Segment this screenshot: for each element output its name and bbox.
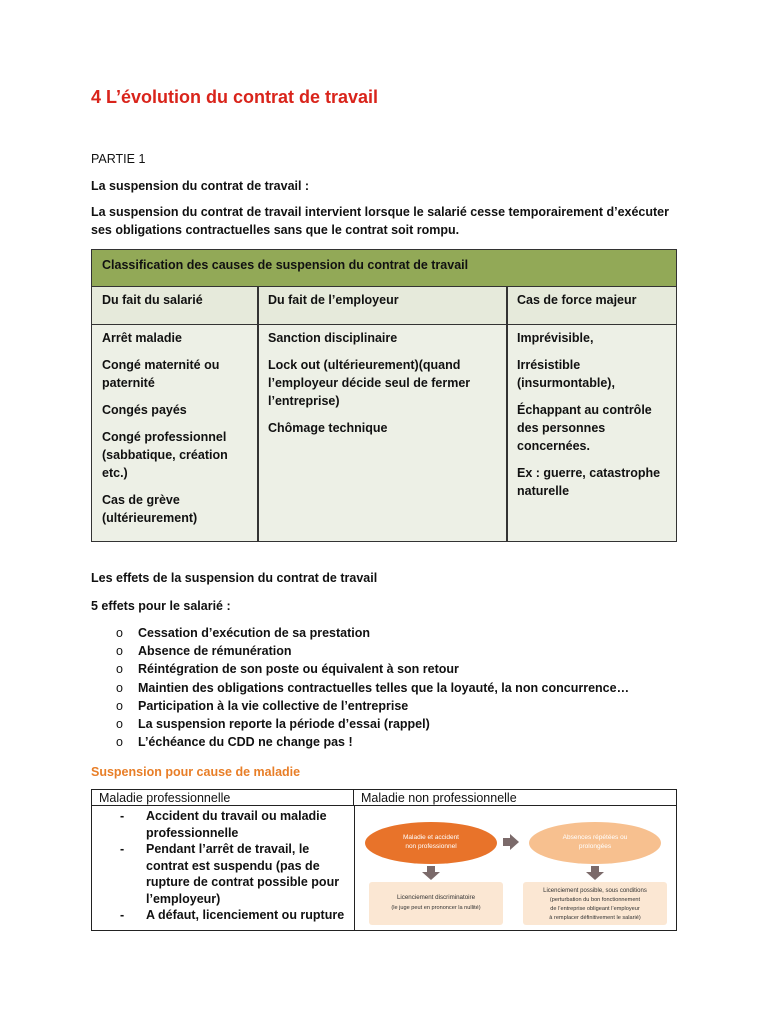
intro-paragraph: La suspension du contrat de travail intervient lorsque le salarié cesse temporairement d’exécuter ses obligations contractuelles sans que le contrat soit rompu.	[91, 205, 669, 237]
maladie-diagram	[363, 810, 671, 928]
node-maladie-line2: non professionnel	[405, 843, 457, 850]
list-item: o L’échéance du CDD ne change pas !	[116, 733, 696, 751]
cell-item: Échappant au contrôle des personnes concernées.	[517, 403, 652, 453]
cell-item: Arrêt maladie	[102, 331, 182, 345]
column-divider	[354, 806, 355, 930]
cell-item: Sanction disciplinaire	[268, 331, 398, 345]
list-item: - A défaut, licenciement ou rupture	[114, 907, 350, 924]
box1-line1: Licenciement discriminatoire	[396, 894, 476, 901]
arrow-right-icon	[503, 834, 519, 850]
arrow-down-icon	[586, 866, 604, 880]
page-title: 4 L’évolution du contrat de travail	[91, 87, 379, 107]
section-title: La suspension du contrat de travail :	[91, 179, 310, 193]
arrow-down-icon	[422, 866, 440, 880]
list-item: o Absence de rémunération	[116, 642, 696, 660]
list-item: - Pendant l’arrêt de travail, le contrat est suspendu (pas de rupture de contrat possible pour l’employeur)	[114, 841, 350, 907]
cell-item: Congé maternité ou paternité	[102, 358, 220, 390]
box2-line1: Licenciement possible, sous conditions	[543, 888, 647, 894]
column-divider	[506, 287, 508, 541]
maladie-pro-header: Maladie professionnelle	[92, 790, 354, 806]
list-item: o La suspension reporte la période d’essai (rappel)	[116, 715, 696, 733]
box2-line3: de l’entreprise obligeant l’employeur	[550, 906, 640, 912]
box2-line2: (perturbation du bon fonctionnement	[549, 897, 641, 903]
effects-title: Les effets de la suspension du contrat de travail	[91, 571, 378, 585]
cell-item: Lock out (ultérieurement)(quand l’employeur décide seul de fermer l’entreprise)	[268, 358, 471, 408]
cell-item: Ex : guerre, catastrophe naturelle	[517, 466, 661, 498]
list-item: o Réintégration de son poste ou équivalent à son retour	[116, 660, 696, 678]
cell-item: Congé professionnel (sabbatique, création etc.)	[102, 430, 228, 480]
list-item: o Participation à la vie collective de l’entreprise	[116, 697, 696, 715]
box1-line2: (le juge peut en prononcer la nullité)	[391, 905, 481, 911]
column-header-salarie: Du fait du salarié	[92, 287, 258, 325]
classification-table	[91, 249, 677, 542]
node-absences-line1: Absences répétées ou	[562, 834, 628, 841]
column-body-salarie	[92, 325, 258, 541]
maladie-non-pro-header: Maladie non professionnelle	[354, 790, 676, 806]
maladie-table	[91, 789, 677, 931]
maladie-section-title: Suspension pour cause de maladie	[91, 765, 301, 779]
cell-item: Cas de grève (ultérieurement)	[102, 493, 198, 525]
maladie-pro-list	[114, 808, 350, 924]
list-item: - Accident du travail ou maladie professionnelle	[114, 808, 350, 841]
node-absences-line2: prolongées	[578, 843, 612, 850]
box-licenciement-discriminatoire	[369, 882, 503, 925]
cell-item: Irrésistible (insurmontable),	[517, 358, 615, 390]
column-header-force-majeure: Cas de force majeur	[507, 287, 676, 325]
cell-item: Chômage technique	[268, 421, 388, 435]
list-item: o Maintien des obligations contractuelles telles que la loyauté, la non concurrence…	[116, 679, 696, 697]
classification-title: Classification des causes de suspension du contrat de travail	[92, 250, 676, 287]
partie-label: PARTIE 1	[91, 152, 146, 166]
column-header-employeur: Du fait de l’employeur	[258, 287, 507, 325]
effects-subtitle: 5 effets pour le salarié :	[91, 599, 231, 613]
column-divider	[257, 287, 259, 541]
cell-item: Imprévisible,	[517, 331, 594, 345]
box2-line4: à remplacer définitivement le salarié)	[549, 915, 641, 921]
column-body-employeur	[258, 325, 507, 541]
node-maladie-line1: Maladie et accident	[402, 834, 460, 841]
effects-list	[116, 624, 696, 751]
list-item: o Cessation d’exécution de sa prestation	[116, 624, 696, 642]
cell-item: Congés payés	[102, 403, 187, 417]
column-body-force-majeure	[507, 325, 676, 541]
